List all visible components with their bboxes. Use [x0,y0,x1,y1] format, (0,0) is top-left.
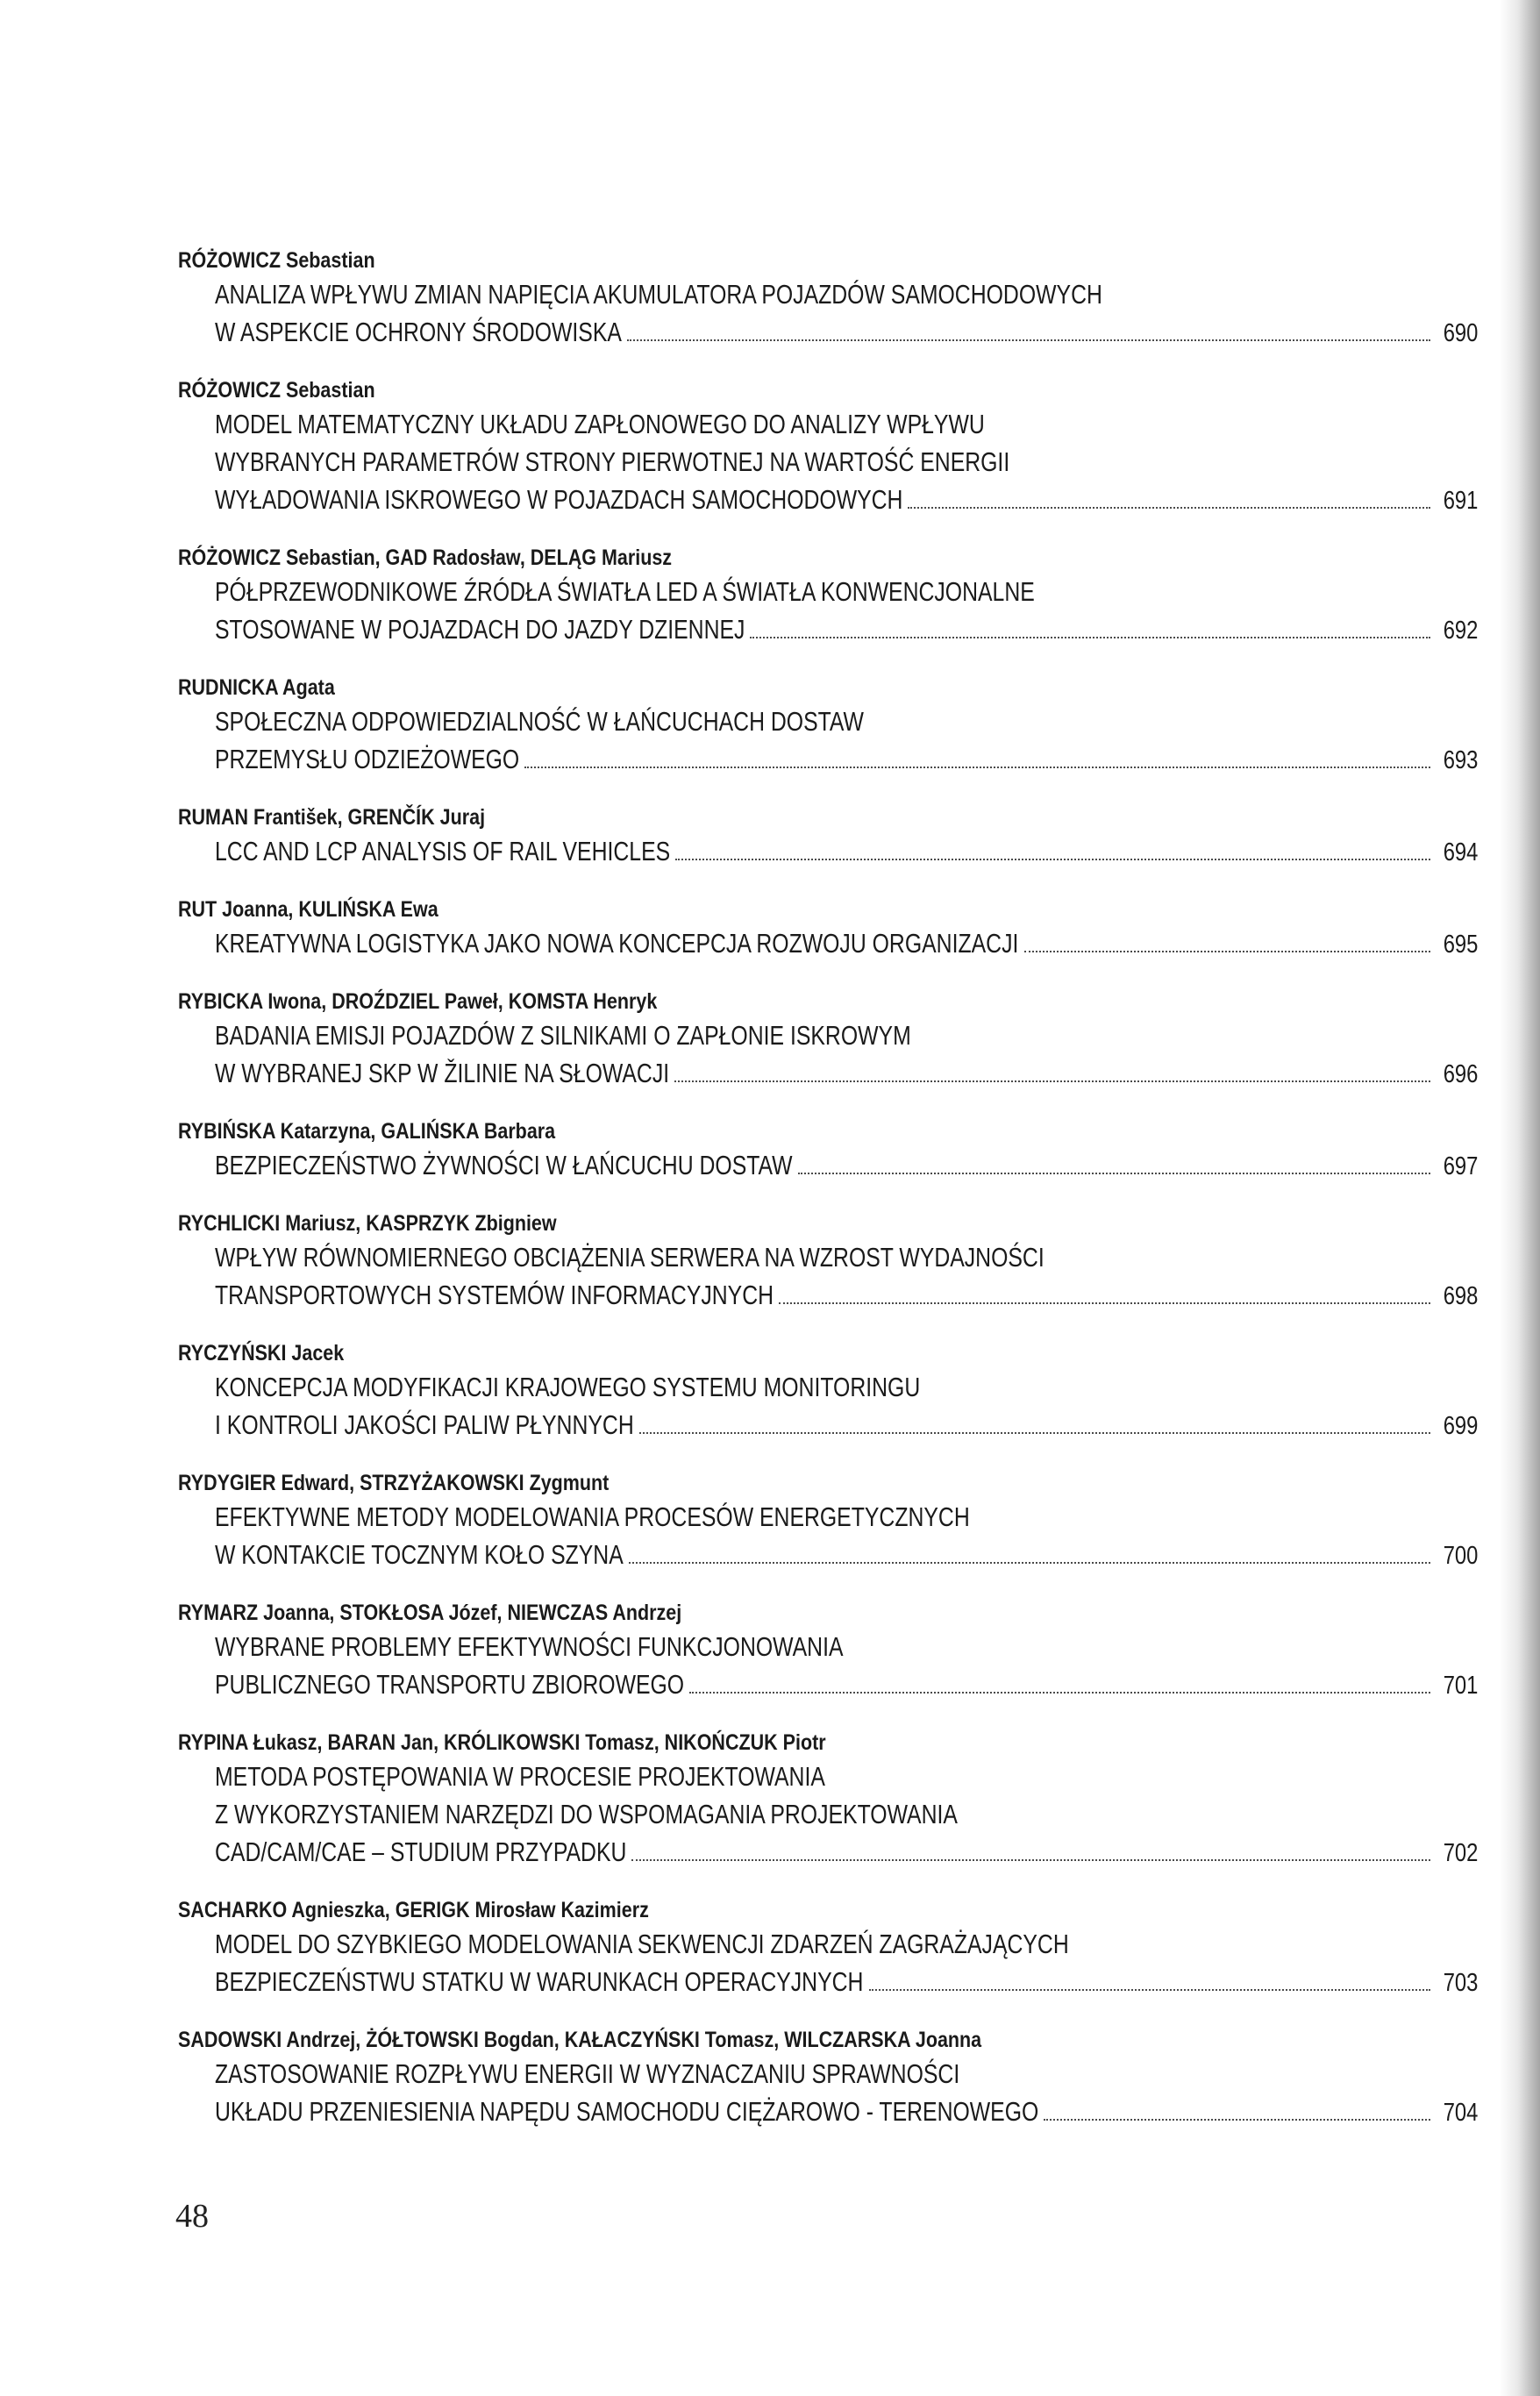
toc-entry [178,2025,1478,2132]
toc-entry [178,895,1478,964]
dot-leader [869,1988,1430,1991]
entry-title-last-line [178,832,1478,872]
entry-title-text: WYŁADOWANIA ISKROWEGO W POJAZDACH SAMOCHODOWYCH [215,484,903,515]
dot-leader [750,636,1430,638]
entry-page-number: 698 [1443,1282,1478,1310]
entry-page-number: 700 [1443,1542,1478,1570]
entry-title-last-line [178,1146,1478,1186]
entry-authors: SADOWSKI Andrzej, ŻÓŁTOWSKI Bogdan, KAŁACZYŃSKI Tomasz, WILCZARSKA Joanna [178,2028,982,2052]
entry-title-line [178,1016,1478,1054]
entry-title-last-line [178,924,1478,964]
dot-leader [1024,950,1430,952]
entry-page-number: 704 [1443,2099,1478,2127]
entry-title-text: TRANSPORTOWYCH SYSTEMÓW INFORMACYJNYCH [215,1280,774,1310]
entry-authors: SACHARKO Agnieszka, GERIGK Mirosław Kazimierz [178,1898,649,1922]
entry-title-last-line [178,481,1478,520]
entry-authors: RYCZYŃSKI Jacek [178,1341,345,1366]
entry-page-number: 699 [1443,1412,1478,1440]
entry-title-text: PRZEMYSŁU ODZIEŻOWEGO [215,744,520,774]
entry-title-last-line [178,1833,1478,1872]
entry-title-text: PÓŁPRZEWODNIKOWE ŹRÓDŁA ŚWIATŁA LED A ŚWIATŁA KONWENCJONALNE [215,576,1035,607]
dot-leader [674,1080,1430,1082]
entry-page-number: 696 [1443,1060,1478,1088]
toc-entry [178,987,1478,1094]
entry-page-number: 693 [1443,746,1478,774]
entry-title-last-line [178,1963,1478,2002]
dot-leader [524,766,1429,768]
entry-authors: RYCHLICKI Mariusz, KASPRZYK Zbigniew [178,1211,557,1236]
entry-authors: RYPINA Łukasz, BARAN Jan, KRÓLIKOWSKI Tomasz, NIKOŃCZUK Piotr [178,1730,826,1755]
entry-title-text: MODEL MATEMATYCZNY UKŁADU ZAPŁONOWEGO DO ANALIZY WPŁYWU [215,409,985,439]
entry-title-last-line [178,610,1478,650]
page-number: 48 [175,2198,209,2235]
entry-authors: RYMARZ Joanna, STOKŁOSA Józef, NIEWCZAS Andrzej [178,1601,682,1625]
entry-title-text: BEZPIECZEŃSTWO ŻYWNOŚCI W ŁAŃCUCHU DOSTAW [215,1150,793,1180]
entry-authors: RYBIŃSKA Katarzyna, GALIŃSKA Barbara [178,1119,556,1144]
dot-leader [908,506,1430,509]
dot-leader [631,1858,1429,1861]
entry-title-line [178,1498,1478,1536]
toc-entry [178,1209,1478,1316]
entry-title-last-line [178,1536,1478,1575]
table-of-contents [178,246,1478,2155]
entry-authors: RUMAN František, GRENČÍK Juraj [178,805,486,830]
entry-authors: RÓŻOWICZ Sebastian, GAD Radosław, DELĄG Mariusz [178,546,673,570]
entry-title-last-line [178,313,1478,353]
entry-title-line [178,443,1478,481]
dot-leader [689,1691,1430,1694]
entry-authors: RÓŻOWICZ Sebastian [178,378,375,403]
dot-leader [1044,2118,1429,2121]
entry-title-text: WYBRANYCH PARAMETRÓW STRONY PIERWOTNEJ NA WARTOŚĆ ENERGII [215,446,1010,477]
toc-entry [178,1338,1478,1445]
entry-authors: RÓŻOWICZ Sebastian [178,248,375,273]
entry-title-line [178,2055,1478,2093]
entry-title-text: SPOŁECZNA ODPOWIEDZIALNOŚĆ W ŁAŃCUCHACH DOSTAW [215,706,864,737]
entry-title-line [178,405,1478,443]
toc-entry [178,1598,1478,1705]
toc-entry [178,802,1478,872]
entry-authors: RYDYGIER Edward, STRZYŻAKOWSKI Zygmunt [178,1471,610,1495]
entry-page-number: 695 [1443,931,1478,959]
entry-authors: RUT Joanna, KULIŃSKA Ewa [178,897,438,922]
dot-leader [629,1561,1430,1564]
toc-entry [178,1728,1478,1872]
entry-title-text: EFEKTYWNE METODY MODELOWANIA PROCESÓW ENERGETYCZNYCH [215,1501,970,1532]
toc-entry [178,1116,1478,1186]
entry-title-text: WYBRANE PROBLEMY EFEKTYWNOŚCI FUNKCJONOWANIA [215,1631,844,1662]
entry-title-line [178,702,1478,740]
toc-entry [178,1895,1478,2002]
entry-title-text: MODEL DO SZYBKIEGO MODELOWANIA SEKWENCJI ZDARZEŃ ZAGRAŻAJĄCYCH [215,1929,1069,1959]
entry-title-text: W WYBRANEJ SKP W ŽILINIE NA SŁOWACJI [215,1058,670,1088]
toc-entry [178,543,1478,650]
entry-title-text: ZASTOSOWANIE ROZPŁYWU ENERGII W WYZNACZANIU SPRAWNOŚCI [215,2058,960,2089]
entry-title-last-line [178,1054,1478,1094]
dot-leader [675,858,1429,860]
entry-title-text: UKŁADU PRZENIESIENIA NAPĘDU SAMOCHODU CIĘŻAROWO - TERENOWEGO [215,2096,1039,2127]
entry-title-line [178,1628,1478,1665]
entry-title-last-line [178,1665,1478,1705]
entry-title-text: KONCEPCJA MODYFIKACJI KRAJOWEGO SYSTEMU MONITORINGU [215,1372,921,1402]
dot-leader [639,1431,1430,1434]
entry-title-text: STOSOWANE W POJAZDACH DO JAZDY DZIENNEJ [215,614,745,645]
entry-page-number: 697 [1443,1152,1478,1180]
toc-entry [178,375,1478,520]
entry-title-text: METODA POSTĘPOWANIA W PROCESIE PROJEKTOWANIA [215,1761,825,1792]
entry-title-text: ANALIZA WPŁYWU ZMIAN NAPIĘCIA AKUMULATORA POJAZDÓW SAMOCHODOWYCH [215,279,1102,310]
toc-entry [178,1468,1478,1575]
entry-title-text: BADANIA EMISJI POJAZDÓW Z SILNIKAMI O ZAPŁONIE ISKROWYM [215,1020,911,1051]
toc-entry [178,673,1478,780]
dot-leader [779,1301,1429,1304]
toc-entry [178,246,1478,353]
entry-authors: RUDNICKA Agata [178,675,335,700]
entry-page-number: 690 [1443,319,1478,347]
entry-title-line [178,1758,1478,1795]
entry-title-text: BEZPIECZEŃSTWU STATKU W WARUNKACH OPERACYJNYCH [215,1966,864,1997]
entry-title-last-line [178,1406,1478,1445]
entry-title-line [178,275,1478,313]
entry-title-line [178,1368,1478,1406]
entry-title-line [178,1238,1478,1276]
entry-page-number: 694 [1443,838,1478,866]
dot-leader [798,1172,1430,1174]
entry-title-last-line [178,1276,1478,1316]
entry-title-text: LCC AND LCP ANALYSIS OF RAIL VEHICLES [215,836,671,866]
entry-title-text: WPŁYW RÓWNOMIERNEGO OBCIĄŻENIA SERWERA NA WZROST WYDAJNOŚCI [215,1242,1044,1273]
entry-page-number: 703 [1443,1969,1478,1997]
dot-leader [627,339,1430,341]
entry-title-line [178,1925,1478,1963]
entry-title-text: KREATYWNA LOGISTYKA JAKO NOWA KONCEPCJA ROZWOJU ORGANIZACJI [215,928,1019,959]
entry-title-text: PUBLICZNEGO TRANSPORTU ZBIOROWEGO [215,1669,685,1700]
entry-page-number: 692 [1443,617,1478,645]
entry-title-text: I KONTROLI JAKOŚCI PALIW PŁYNNYCH [215,1409,634,1440]
entry-title-text: Z WYKORZYSTANIEM NARZĘDZI DO WSPOMAGANIA PROJEKTOWANIA [215,1799,958,1829]
entry-title-text: W ASPEKCIE OCHRONY ŚRODOWISKA [215,317,622,347]
entry-page-number: 691 [1443,487,1478,515]
entry-page-number: 702 [1443,1839,1478,1867]
entry-authors: RYBICKA Iwona, DROŹDZIEL Paweł, KOMSTA Henryk [178,989,658,1014]
entry-title-line [178,1795,1478,1833]
entry-title-last-line [178,2093,1478,2132]
entry-title-text: CAD/CAM/CAE – STUDIUM PRZYPADKU [215,1836,627,1867]
entry-title-line [178,573,1478,610]
entry-page-number: 701 [1443,1672,1478,1700]
page-edge-shadow [1500,0,1540,2396]
entry-title-last-line [178,740,1478,780]
entry-title-text: W KONTAKCIE TOCZNYM KOŁO SZYNA [215,1539,624,1570]
